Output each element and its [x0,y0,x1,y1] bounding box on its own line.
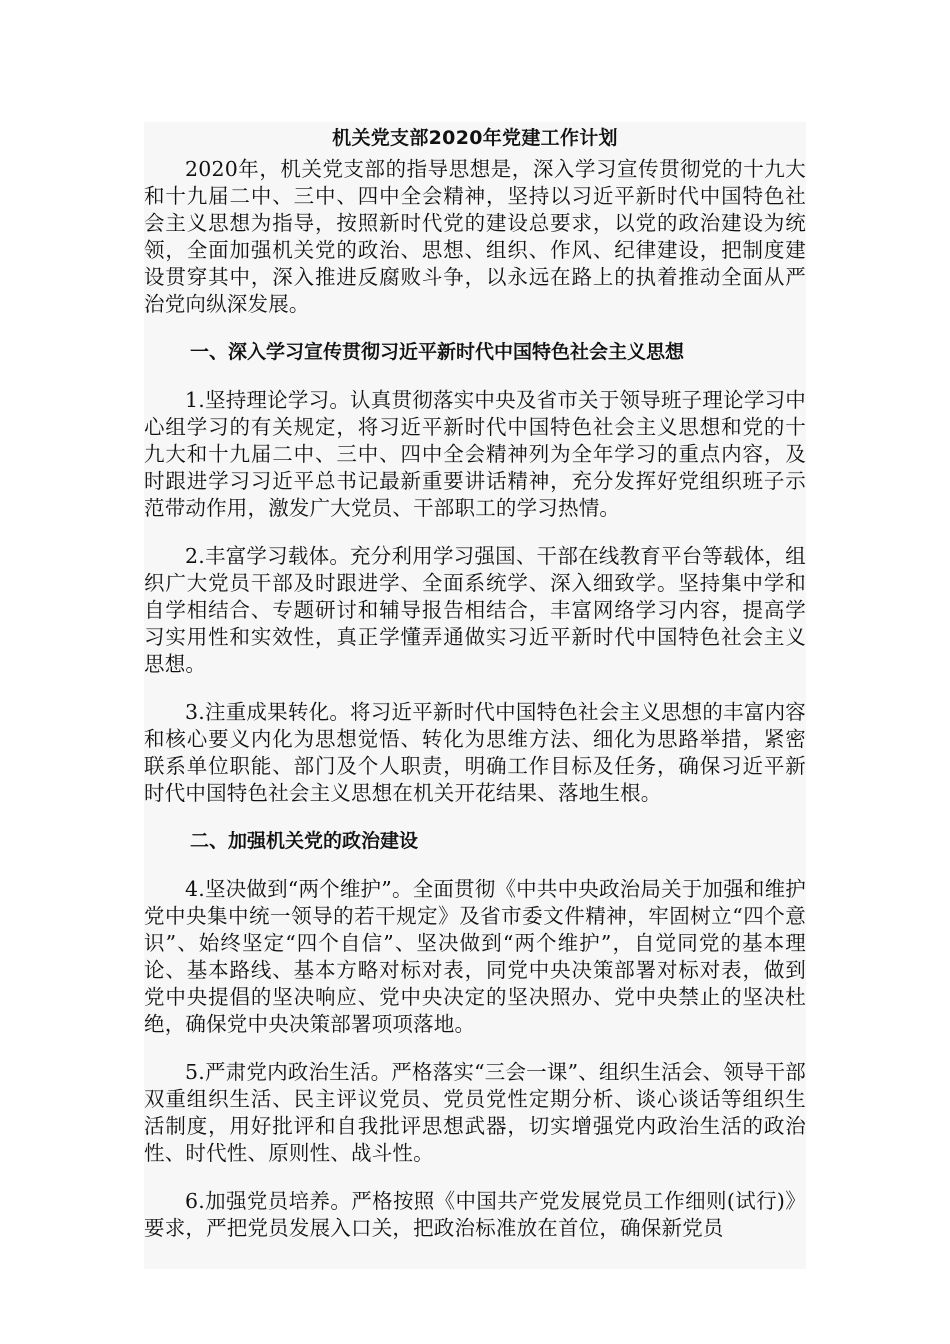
document-title: 机关党支部2020年党建工作计划 [332,127,618,149]
section2-item-5: 5.严肃党内政治生活。严格落实“三会一课”、组织生活会、领导干部双重组织生活、民主评议党员、党员党性定期分析、谈心谈话等组织生活制度，用好批评和自我批评思想武器，切实增强党内政治生活的政治性、时代性、原则性、战斗性。 [144,1060,806,1165]
section-heading-2: 二、加强机关党的政治建设 [190,830,419,852]
intro-paragraph: 2020年，机关党支部的指导思想是，深入学习宣传贯彻党的十九大和十九届二中、三中、四中全会精神，坚持以习近平新时代中国特色社会主义思想为指导，按照新时代党的建设总要求，以党的政治建设为统领，全面加强机关党的政治、思想、组织、作风、纪律建设，把制度建设贯穿其中，深入推进反腐败斗争，以永远在路上的执着推动全面从严治党向纵深发展。 [144,157,806,316]
section-heading-1: 一、深入学习宣传贯彻习近平新时代中国特色社会主义思想 [190,341,685,363]
section1-item-2: 2.丰富学习载体。充分利用学习强国、干部在线教育平台等载体，组织广大党员干部及时跟进学、全面系统学、深入细致学。坚持集中学和自学相结合、专题研讨和辅导报告相结合，丰富网络学习内容，提高学习实用性和实效性，真正学懂弄通做实习近平新时代中国特色社会主义思想。 [144,544,806,676]
section2-item-4: 4.坚决做到“两个维护”。全面贯彻《中共中央政治局关于加强和维护党中央集中统一领导的若干规定》及省市委文件精神，牢固树立“四个意识”、始终坚定“四个自信”、坚决做到“两个维护”，自觉同党的基本理论、基本路线、基本方略对标对表，同党中央决策部署对标对表，做到党中央提倡的坚决响应、党中央决定的坚决照办、党中央禁止的坚决杜绝，确保党中央决策部署项项落地。 [144,877,806,1036]
section1-item-1: 1.坚持理论学习。认真贯彻落实中央及省市关于领导班子理论学习中心组学习的有关规定，将习近平新时代中国特色社会主义思想和党的十九大和十九届二中、三中、四中全会精神列为全年学习的重点内容，及时跟进学习习近平总书记最新重要讲话精神，充分发挥好党组织班子示范带动作用，激发广大党员、干部职工的学习热情。 [144,388,806,520]
section2-item-6: 6.加强党员培养。严格按照《中国共产党发展党员工作细则(试行)》要求，严把党员发展入口关，把政治标准放在首位，确保新党员 [144,1189,806,1240]
document-page [144,122,806,1269]
section1-item-3: 3.注重成果转化。将习近平新时代中国特色社会主义思想的丰富内容和核心要义内化为思想觉悟、转化为思维方法、细化为思路举措，紧密联系单位职能、部门及个人职责，明确工作目标及任务，确保习近平新时代中国特色社会主义思想在机关开花结果、落地生根。 [144,700,806,805]
